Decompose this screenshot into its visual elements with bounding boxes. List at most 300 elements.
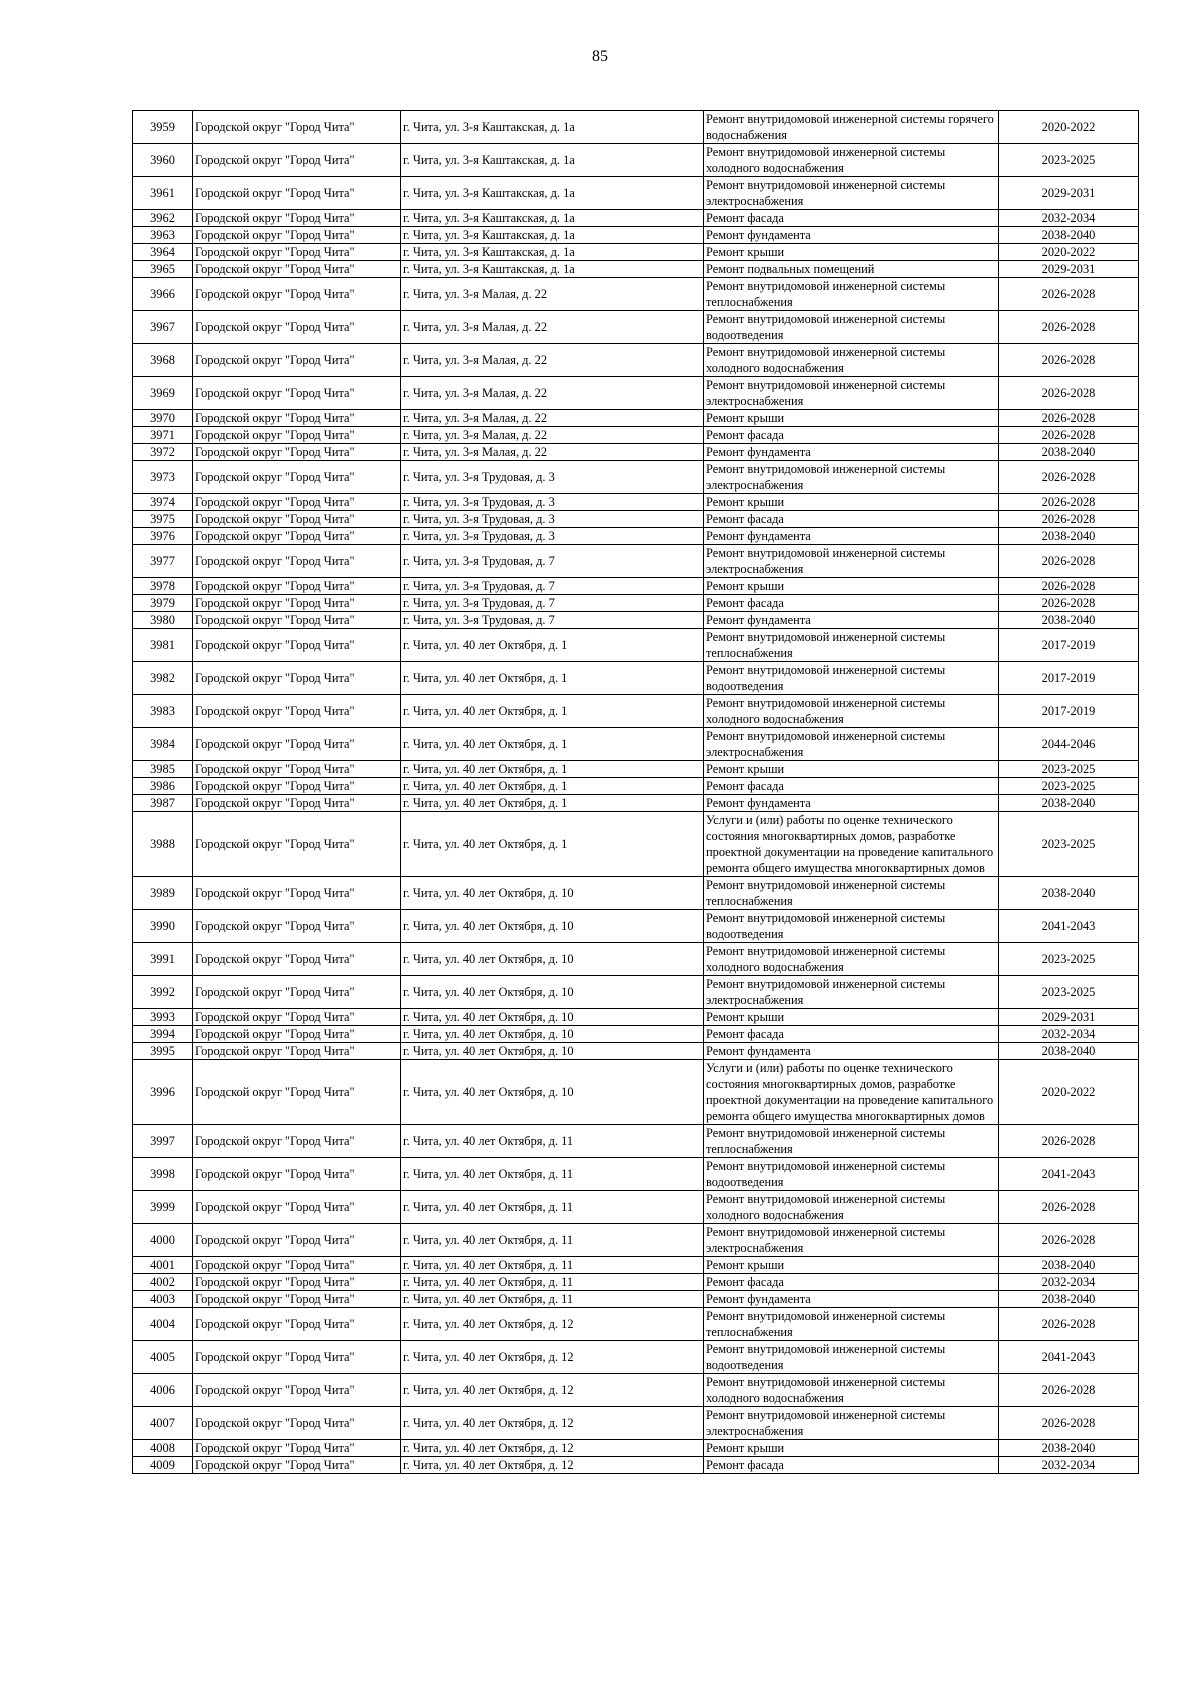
- period-cell: 2026-2028: [999, 1224, 1139, 1257]
- period-cell: 2038-2040: [999, 1291, 1139, 1308]
- table-row: [133, 976, 1139, 1009]
- municipality-cell: Городской округ "Город Чита": [193, 1026, 401, 1043]
- table-row: [133, 795, 1139, 812]
- work-type-cell: Ремонт внутридомовой инженерной системы водоотведения: [704, 311, 999, 344]
- address-cell: г. Чита, ул. 3-я Каштакская, д. 1а: [401, 227, 704, 244]
- table-row: [133, 1440, 1139, 1457]
- period-cell: 2023-2025: [999, 144, 1139, 177]
- work-type-cell: Ремонт крыши: [704, 410, 999, 427]
- work-type-cell: Ремонт фундамента: [704, 1043, 999, 1060]
- period-cell: 2038-2040: [999, 1043, 1139, 1060]
- municipality-cell: Городской округ "Город Чита": [193, 1308, 401, 1341]
- address-cell: г. Чита, ул. 40 лет Октября, д. 10: [401, 943, 704, 976]
- municipality-cell: Городской округ "Город Чита": [193, 910, 401, 943]
- municipality-cell: Городской округ "Город Чита": [193, 1158, 401, 1191]
- row-number-cell: 3986: [133, 778, 193, 795]
- period-cell: 2020-2022: [999, 111, 1139, 144]
- work-type-cell: Ремонт фасада: [704, 595, 999, 612]
- period-cell: 2020-2022: [999, 244, 1139, 261]
- address-cell: г. Чита, ул. 40 лет Октября, д. 11: [401, 1158, 704, 1191]
- municipality-cell: Городской округ "Город Чита": [193, 311, 401, 344]
- row-number-cell: 3962: [133, 210, 193, 227]
- period-cell: 2026-2028: [999, 377, 1139, 410]
- work-type-cell: Ремонт внутридомовой инженерной системы электроснабжения: [704, 461, 999, 494]
- period-cell: 2038-2040: [999, 1257, 1139, 1274]
- address-cell: г. Чита, ул. 3-я Малая, д. 22: [401, 311, 704, 344]
- table-row: [133, 877, 1139, 910]
- work-type-cell: Ремонт фасада: [704, 427, 999, 444]
- period-cell: 2038-2040: [999, 528, 1139, 545]
- municipality-cell: Городской округ "Город Чита": [193, 629, 401, 662]
- row-number-cell: 3988: [133, 812, 193, 877]
- row-number-cell: 3971: [133, 427, 193, 444]
- address-cell: г. Чита, ул. 3-я Малая, д. 22: [401, 278, 704, 311]
- work-type-cell: Ремонт внутридомовой инженерной системы водоотведения: [704, 1341, 999, 1374]
- period-cell: 2026-2028: [999, 1407, 1139, 1440]
- row-number-cell: 4002: [133, 1274, 193, 1291]
- address-cell: г. Чита, ул. 3-я Трудовая, д. 7: [401, 578, 704, 595]
- row-number-cell: 3991: [133, 943, 193, 976]
- period-cell: 2026-2028: [999, 461, 1139, 494]
- municipality-cell: Городской округ "Город Чита": [193, 1374, 401, 1407]
- period-cell: 2038-2040: [999, 612, 1139, 629]
- work-type-cell: Ремонт фундамента: [704, 528, 999, 545]
- work-type-cell: Услуги и (или) работы по оценке технического состояния многоквартирных домов, разработке проектной документации на проведение капитального ремонта общего имущества многоквартирных домов: [704, 812, 999, 877]
- work-type-cell: Ремонт внутридомовой инженерной системы электроснабжения: [704, 1407, 999, 1440]
- address-cell: г. Чита, ул. 40 лет Октября, д. 1: [401, 629, 704, 662]
- municipality-cell: Городской округ "Город Чита": [193, 1407, 401, 1440]
- row-number-cell: 4007: [133, 1407, 193, 1440]
- table-row: [133, 1308, 1139, 1341]
- address-cell: г. Чита, ул. 40 лет Октября, д. 10: [401, 1009, 704, 1026]
- work-type-cell: Ремонт внутридомовой инженерной системы электроснабжения: [704, 976, 999, 1009]
- work-type-cell: Ремонт фасада: [704, 1274, 999, 1291]
- period-cell: 2029-2031: [999, 1009, 1139, 1026]
- work-type-cell: Ремонт крыши: [704, 1257, 999, 1274]
- work-type-cell: Ремонт крыши: [704, 494, 999, 511]
- table-row: [133, 1158, 1139, 1191]
- work-type-cell: Ремонт внутридомовой инженерной системы холодного водоснабжения: [704, 344, 999, 377]
- table-row: [133, 311, 1139, 344]
- address-cell: г. Чита, ул. 40 лет Октября, д. 10: [401, 1026, 704, 1043]
- period-cell: 2038-2040: [999, 795, 1139, 812]
- table-row: [133, 1341, 1139, 1374]
- period-cell: 2038-2040: [999, 227, 1139, 244]
- municipality-cell: Городской округ "Город Чита": [193, 1274, 401, 1291]
- work-type-cell: Ремонт крыши: [704, 578, 999, 595]
- table-row: [133, 943, 1139, 976]
- table-row: [133, 344, 1139, 377]
- work-type-cell: Ремонт фундамента: [704, 795, 999, 812]
- row-number-cell: 3964: [133, 244, 193, 261]
- table-row: [133, 1457, 1139, 1474]
- table-row: [133, 1026, 1139, 1043]
- address-cell: г. Чита, ул. 40 лет Октября, д. 1: [401, 778, 704, 795]
- work-type-cell: Ремонт внутридомовой инженерной системы теплоснабжения: [704, 877, 999, 910]
- municipality-cell: Городской округ "Город Чита": [193, 528, 401, 545]
- work-type-cell: Ремонт фундамента: [704, 444, 999, 461]
- row-number-cell: 3993: [133, 1009, 193, 1026]
- period-cell: 2041-2043: [999, 1158, 1139, 1191]
- row-number-cell: 3965: [133, 261, 193, 278]
- municipality-cell: Городской округ "Город Чита": [193, 595, 401, 612]
- row-number-cell: 3981: [133, 629, 193, 662]
- row-number-cell: 3984: [133, 728, 193, 761]
- work-type-cell: Ремонт фундамента: [704, 1291, 999, 1308]
- period-cell: 2023-2025: [999, 761, 1139, 778]
- table-row: [133, 461, 1139, 494]
- table-row: [133, 612, 1139, 629]
- table-row: [133, 545, 1139, 578]
- address-cell: г. Чита, ул. 40 лет Октября, д. 12: [401, 1308, 704, 1341]
- table-row: [133, 695, 1139, 728]
- table-row: [133, 629, 1139, 662]
- period-cell: 2026-2028: [999, 511, 1139, 528]
- row-number-cell: 3997: [133, 1125, 193, 1158]
- row-number-cell: 3980: [133, 612, 193, 629]
- municipality-cell: Городской округ "Город Чита": [193, 410, 401, 427]
- address-cell: г. Чита, ул. 40 лет Октября, д. 11: [401, 1291, 704, 1308]
- address-cell: г. Чита, ул. 40 лет Октября, д. 11: [401, 1274, 704, 1291]
- row-number-cell: 3976: [133, 528, 193, 545]
- address-cell: г. Чита, ул. 40 лет Октября, д. 12: [401, 1457, 704, 1474]
- row-number-cell: 3961: [133, 177, 193, 210]
- table-row: [133, 177, 1139, 210]
- row-number-cell: 3973: [133, 461, 193, 494]
- municipality-cell: Городской округ "Город Чита": [193, 1043, 401, 1060]
- work-type-cell: Ремонт внутридомовой инженерной системы теплоснабжения: [704, 278, 999, 311]
- address-cell: г. Чита, ул. 40 лет Октября, д. 1: [401, 695, 704, 728]
- period-cell: 2026-2028: [999, 410, 1139, 427]
- municipality-cell: Городской округ "Город Чита": [193, 812, 401, 877]
- row-number-cell: 4005: [133, 1341, 193, 1374]
- period-cell: 2032-2034: [999, 210, 1139, 227]
- table-row: [133, 595, 1139, 612]
- work-type-cell: Ремонт подвальных помещений: [704, 261, 999, 278]
- municipality-cell: Городской округ "Город Чита": [193, 695, 401, 728]
- municipality-cell: Городской округ "Город Чита": [193, 943, 401, 976]
- work-type-cell: Ремонт внутридомовой инженерной системы теплоснабжения: [704, 1125, 999, 1158]
- municipality-cell: Городской округ "Город Чита": [193, 1224, 401, 1257]
- period-cell: 2026-2028: [999, 578, 1139, 595]
- address-cell: г. Чита, ул. 3-я Каштакская, д. 1а: [401, 177, 704, 210]
- work-type-cell: Ремонт внутридомовой инженерной системы электроснабжения: [704, 1224, 999, 1257]
- work-type-cell: Ремонт внутридомовой инженерной системы водоотведения: [704, 1158, 999, 1191]
- period-cell: 2023-2025: [999, 943, 1139, 976]
- period-cell: 2038-2040: [999, 877, 1139, 910]
- address-cell: г. Чита, ул. 3-я Трудовая, д. 7: [401, 545, 704, 578]
- address-cell: г. Чита, ул. 40 лет Октября, д. 1: [401, 812, 704, 877]
- table-row: [133, 1043, 1139, 1060]
- period-cell: 2026-2028: [999, 494, 1139, 511]
- address-cell: г. Чита, ул. 3-я Малая, д. 22: [401, 377, 704, 410]
- period-cell: 2026-2028: [999, 1191, 1139, 1224]
- work-type-cell: Ремонт внутридомовой инженерной системы горячего водоснабжения: [704, 111, 999, 144]
- row-number-cell: 3992: [133, 976, 193, 1009]
- address-cell: г. Чита, ул. 40 лет Октября, д. 12: [401, 1374, 704, 1407]
- municipality-cell: Городской округ "Город Чита": [193, 578, 401, 595]
- period-cell: 2032-2034: [999, 1457, 1139, 1474]
- table-row: [133, 144, 1139, 177]
- row-number-cell: 3983: [133, 695, 193, 728]
- period-cell: 2026-2028: [999, 278, 1139, 311]
- table-row: [133, 444, 1139, 461]
- period-cell: 2026-2028: [999, 311, 1139, 344]
- table-row: [133, 210, 1139, 227]
- row-number-cell: 3990: [133, 910, 193, 943]
- table-row: [133, 728, 1139, 761]
- municipality-cell: Городской округ "Город Чита": [193, 461, 401, 494]
- work-type-cell: Ремонт крыши: [704, 244, 999, 261]
- address-cell: г. Чита, ул. 3-я Трудовая, д. 3: [401, 494, 704, 511]
- address-cell: г. Чита, ул. 40 лет Октября, д. 11: [401, 1191, 704, 1224]
- work-type-cell: Ремонт внутридомовой инженерной системы электроснабжения: [704, 545, 999, 578]
- row-number-cell: 4003: [133, 1291, 193, 1308]
- work-type-cell: Ремонт внутридомовой инженерной системы холодного водоснабжения: [704, 1191, 999, 1224]
- table-row: [133, 761, 1139, 778]
- work-type-cell: Ремонт фундамента: [704, 227, 999, 244]
- row-number-cell: 4006: [133, 1374, 193, 1407]
- period-cell: 2026-2028: [999, 1374, 1139, 1407]
- row-number-cell: 3970: [133, 410, 193, 427]
- period-cell: 2041-2043: [999, 910, 1139, 943]
- row-number-cell: 3999: [133, 1191, 193, 1224]
- period-cell: 2026-2028: [999, 427, 1139, 444]
- table-row: [133, 111, 1139, 144]
- period-cell: 2017-2019: [999, 662, 1139, 695]
- period-cell: 2038-2040: [999, 1440, 1139, 1457]
- municipality-cell: Городской округ "Город Чита": [193, 377, 401, 410]
- work-type-cell: Ремонт внутридомовой инженерной системы теплоснабжения: [704, 629, 999, 662]
- address-cell: г. Чита, ул. 3-я Каштакская, д. 1а: [401, 144, 704, 177]
- address-cell: г. Чита, ул. 3-я Малая, д. 22: [401, 444, 704, 461]
- address-cell: г. Чита, ул. 3-я Трудовая, д. 7: [401, 612, 704, 629]
- row-number-cell: 3959: [133, 111, 193, 144]
- period-cell: 2026-2028: [999, 344, 1139, 377]
- address-cell: г. Чита, ул. 3-я Малая, д. 22: [401, 410, 704, 427]
- municipality-cell: Городской округ "Город Чита": [193, 278, 401, 311]
- municipality-cell: Городской округ "Город Чита": [193, 444, 401, 461]
- table-row: [133, 511, 1139, 528]
- table-row: [133, 1274, 1139, 1291]
- period-cell: 2023-2025: [999, 976, 1139, 1009]
- address-cell: г. Чита, ул. 40 лет Октября, д. 1: [401, 728, 704, 761]
- table-row: [133, 910, 1139, 943]
- row-number-cell: 3977: [133, 545, 193, 578]
- period-cell: 2038-2040: [999, 444, 1139, 461]
- table-row: [133, 278, 1139, 311]
- address-cell: г. Чита, ул. 3-я Трудовая, д. 7: [401, 595, 704, 612]
- work-type-cell: Ремонт внутридомовой инженерной системы холодного водоснабжения: [704, 144, 999, 177]
- work-type-cell: Ремонт внутридомовой инженерной системы электроснабжения: [704, 377, 999, 410]
- address-cell: г. Чита, ул. 3-я Трудовая, д. 3: [401, 461, 704, 494]
- work-type-cell: Ремонт внутридомовой инженерной системы холодного водоснабжения: [704, 1374, 999, 1407]
- municipality-cell: Городской округ "Город Чита": [193, 728, 401, 761]
- municipality-cell: Городской округ "Город Чита": [193, 877, 401, 910]
- municipality-cell: Городской округ "Город Чита": [193, 144, 401, 177]
- row-number-cell: 3960: [133, 144, 193, 177]
- municipality-cell: Городской округ "Город Чита": [193, 1060, 401, 1125]
- municipality-cell: Городской округ "Город Чита": [193, 1009, 401, 1026]
- period-cell: 2032-2034: [999, 1026, 1139, 1043]
- table-row: [133, 427, 1139, 444]
- row-number-cell: 3987: [133, 795, 193, 812]
- work-type-cell: Ремонт фасада: [704, 1026, 999, 1043]
- row-number-cell: 3978: [133, 578, 193, 595]
- municipality-cell: Городской округ "Город Чита": [193, 976, 401, 1009]
- row-number-cell: 3966: [133, 278, 193, 311]
- address-cell: г. Чита, ул. 40 лет Октября, д. 1: [401, 761, 704, 778]
- table-row: [133, 812, 1139, 877]
- work-type-cell: Ремонт фундамента: [704, 612, 999, 629]
- period-cell: 2041-2043: [999, 1341, 1139, 1374]
- table-row: [133, 261, 1139, 278]
- work-type-cell: Ремонт фасада: [704, 1457, 999, 1474]
- period-cell: 2026-2028: [999, 1308, 1139, 1341]
- address-cell: г. Чита, ул. 40 лет Октября, д. 10: [401, 1043, 704, 1060]
- row-number-cell: 3995: [133, 1043, 193, 1060]
- table-row: [133, 244, 1139, 261]
- address-cell: г. Чита, ул. 40 лет Октября, д. 10: [401, 1060, 704, 1125]
- period-cell: 2023-2025: [999, 778, 1139, 795]
- period-cell: 2026-2028: [999, 595, 1139, 612]
- municipality-cell: Городской округ "Город Чита": [193, 227, 401, 244]
- period-cell: 2029-2031: [999, 177, 1139, 210]
- municipality-cell: Городской округ "Город Чита": [193, 494, 401, 511]
- address-cell: г. Чита, ул. 3-я Каштакская, д. 1а: [401, 261, 704, 278]
- row-number-cell: 3985: [133, 761, 193, 778]
- municipality-cell: Городской округ "Город Чита": [193, 511, 401, 528]
- municipality-cell: Городской округ "Город Чита": [193, 344, 401, 377]
- address-cell: г. Чита, ул. 3-я Малая, д. 22: [401, 427, 704, 444]
- work-type-cell: Ремонт крыши: [704, 1440, 999, 1457]
- municipality-cell: Городской округ "Город Чита": [193, 612, 401, 629]
- address-cell: г. Чита, ул. 40 лет Октября, д. 10: [401, 910, 704, 943]
- work-type-cell: Ремонт крыши: [704, 761, 999, 778]
- period-cell: 2017-2019: [999, 695, 1139, 728]
- repair-schedule-table: [132, 110, 1139, 1474]
- work-type-cell: Ремонт внутридомовой инженерной системы электроснабжения: [704, 728, 999, 761]
- municipality-cell: Городской округ "Город Чита": [193, 778, 401, 795]
- row-number-cell: 3994: [133, 1026, 193, 1043]
- address-cell: г. Чита, ул. 40 лет Октября, д. 1: [401, 795, 704, 812]
- table-row: [133, 494, 1139, 511]
- row-number-cell: 3963: [133, 227, 193, 244]
- row-number-cell: 3998: [133, 1158, 193, 1191]
- table-row: [133, 377, 1139, 410]
- address-cell: г. Чита, ул. 3-я Трудовая, д. 3: [401, 528, 704, 545]
- table-row: [133, 1191, 1139, 1224]
- table-row: [133, 1291, 1139, 1308]
- row-number-cell: 3968: [133, 344, 193, 377]
- row-number-cell: 3989: [133, 877, 193, 910]
- work-type-cell: Ремонт внутридомовой инженерной системы холодного водоснабжения: [704, 695, 999, 728]
- table-row: [133, 528, 1139, 545]
- address-cell: г. Чита, ул. 3-я Трудовая, д. 3: [401, 511, 704, 528]
- work-type-cell: Ремонт внутридомовой инженерной системы теплоснабжения: [704, 1308, 999, 1341]
- municipality-cell: Городской округ "Город Чита": [193, 1125, 401, 1158]
- work-type-cell: Ремонт крыши: [704, 1009, 999, 1026]
- address-cell: г. Чита, ул. 40 лет Октября, д. 12: [401, 1407, 704, 1440]
- row-number-cell: 3996: [133, 1060, 193, 1125]
- period-cell: 2020-2022: [999, 1060, 1139, 1125]
- address-cell: г. Чита, ул. 40 лет Октября, д. 12: [401, 1440, 704, 1457]
- work-type-cell: Ремонт фасада: [704, 210, 999, 227]
- work-type-cell: Ремонт фасада: [704, 778, 999, 795]
- work-type-cell: Ремонт внутридомовой инженерной системы водоотведения: [704, 662, 999, 695]
- row-number-cell: 3974: [133, 494, 193, 511]
- address-cell: г. Чита, ул. 3-я Каштакская, д. 1а: [401, 111, 704, 144]
- table-row: [133, 1374, 1139, 1407]
- table-row: [133, 662, 1139, 695]
- work-type-cell: Ремонт внутридомовой инженерной системы электроснабжения: [704, 177, 999, 210]
- row-number-cell: 3975: [133, 511, 193, 528]
- period-cell: 2017-2019: [999, 629, 1139, 662]
- municipality-cell: Городской округ "Город Чита": [193, 1191, 401, 1224]
- address-cell: г. Чита, ул. 40 лет Октября, д. 12: [401, 1341, 704, 1374]
- table-row: [133, 410, 1139, 427]
- period-cell: 2044-2046: [999, 728, 1139, 761]
- municipality-cell: Городской округ "Город Чита": [193, 1341, 401, 1374]
- period-cell: 2026-2028: [999, 545, 1139, 578]
- work-type-cell: Ремонт внутридомовой инженерной системы водоотведения: [704, 910, 999, 943]
- table-row: [133, 1224, 1139, 1257]
- table-row: [133, 578, 1139, 595]
- municipality-cell: Городской округ "Город Чита": [193, 177, 401, 210]
- period-cell: 2023-2025: [999, 812, 1139, 877]
- municipality-cell: Городской округ "Город Чита": [193, 545, 401, 578]
- municipality-cell: Городской округ "Город Чита": [193, 210, 401, 227]
- address-cell: г. Чита, ул. 3-я Каштакская, д. 1а: [401, 210, 704, 227]
- municipality-cell: Городской округ "Город Чита": [193, 795, 401, 812]
- row-number-cell: 4008: [133, 1440, 193, 1457]
- municipality-cell: Городской округ "Город Чита": [193, 1257, 401, 1274]
- municipality-cell: Городской округ "Город Чита": [193, 1457, 401, 1474]
- table-row: [133, 778, 1139, 795]
- row-number-cell: 3972: [133, 444, 193, 461]
- period-cell: 2032-2034: [999, 1274, 1139, 1291]
- address-cell: г. Чита, ул. 40 лет Октября, д. 10: [401, 976, 704, 1009]
- table-row: [133, 1009, 1139, 1026]
- period-cell: 2029-2031: [999, 261, 1139, 278]
- address-cell: г. Чита, ул. 3-я Малая, д. 22: [401, 344, 704, 377]
- municipality-cell: Городской округ "Город Чита": [193, 1440, 401, 1457]
- row-number-cell: 3969: [133, 377, 193, 410]
- work-type-cell: Услуги и (или) работы по оценке технического состояния многоквартирных домов, разработке проектной документации на проведение капитального ремонта общего имущества многоквартирных домов: [704, 1060, 999, 1125]
- address-cell: г. Чита, ул. 40 лет Октября, д. 11: [401, 1224, 704, 1257]
- row-number-cell: 3967: [133, 311, 193, 344]
- municipality-cell: Городской округ "Город Чита": [193, 427, 401, 444]
- row-number-cell: 4009: [133, 1457, 193, 1474]
- period-cell: 2026-2028: [999, 1125, 1139, 1158]
- table-row: [133, 227, 1139, 244]
- row-number-cell: 4001: [133, 1257, 193, 1274]
- page-number: 85: [592, 48, 608, 65]
- row-number-cell: 3979: [133, 595, 193, 612]
- municipality-cell: Городской округ "Город Чита": [193, 244, 401, 261]
- table-row: [133, 1257, 1139, 1274]
- row-number-cell: 4004: [133, 1308, 193, 1341]
- row-number-cell: 3982: [133, 662, 193, 695]
- table-body: [133, 111, 1139, 1474]
- address-cell: г. Чита, ул. 40 лет Октября, д. 10: [401, 877, 704, 910]
- municipality-cell: Городской округ "Город Чита": [193, 261, 401, 278]
- work-type-cell: Ремонт фасада: [704, 511, 999, 528]
- work-type-cell: Ремонт внутридомовой инженерной системы холодного водоснабжения: [704, 943, 999, 976]
- municipality-cell: Городской округ "Город Чита": [193, 111, 401, 144]
- address-cell: г. Чита, ул. 40 лет Октября, д. 11: [401, 1257, 704, 1274]
- table-row: [133, 1407, 1139, 1440]
